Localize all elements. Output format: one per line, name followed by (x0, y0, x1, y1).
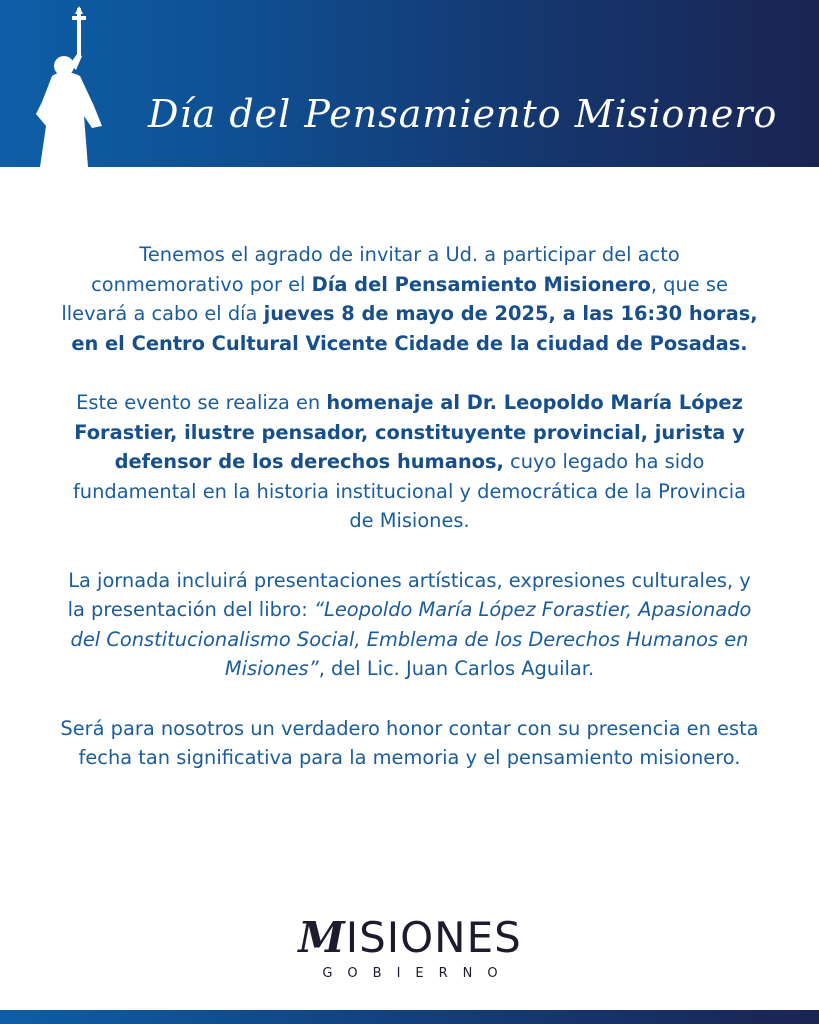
logo-mark: M (298, 913, 346, 962)
misiones-gobierno-logo (250, 912, 570, 992)
logo-word: ISIONES (345, 913, 522, 962)
paragraph-text: , del Lic. Juan Carlos Aguilar. (318, 657, 595, 680)
logo-subtitle: GOBIERNO (322, 966, 513, 981)
paragraph-homage (60, 388, 759, 536)
paragraph-closing (60, 714, 759, 773)
paragraph-text: , que se llevará a cabo el día (61, 272, 728, 325)
homage-honoree: homenaje al Dr. Leopoldo María López Forastier, ilustre pensador, constituyente provincial, jurista y defensor de los derechos humanos, (74, 391, 745, 473)
event-name: Día del Pensamiento Misionero (311, 272, 651, 296)
paragraph-text: Este evento se realiza en (76, 391, 327, 414)
footer-bar (0, 1010, 819, 1024)
paragraph-invitation (60, 240, 759, 358)
paragraph-text: La jornada incluirá presentaciones artísticas, expresiones culturales, y la presentación del libro: (67, 568, 751, 621)
statue-silhouette-icon (22, 6, 142, 167)
page-title: Día del Pensamiento Misionero (148, 92, 778, 136)
paragraph-program (60, 566, 759, 684)
paragraph-text: Será para nosotros un verdadero honor contar con su presencia en esta fecha tan significativa para la memoria y el pensamiento misionero. (60, 716, 759, 769)
header-banner (0, 0, 819, 167)
event-date-location: jueves 8 de mayo de 2025, a las 16:30 horas, en el Centro Cultural Vicente Cidade de la ciudad de Posadas. (71, 302, 758, 355)
book-title: “Leopoldo María López Forastier, Apasionado del Constitucionalismo Social, Emblema de los Derechos Humanos en Misiones” (70, 598, 752, 680)
paragraph-text: cuyo legado ha sido fundamental en la historia institucional y democrática de la Provincia de Misiones. (72, 450, 747, 532)
invitation-body (60, 240, 759, 803)
paragraph-text: Tenemos el agrado de invitar a Ud. a participar del acto conmemorativo por el (91, 243, 680, 296)
logo-wordmark (250, 912, 570, 964)
